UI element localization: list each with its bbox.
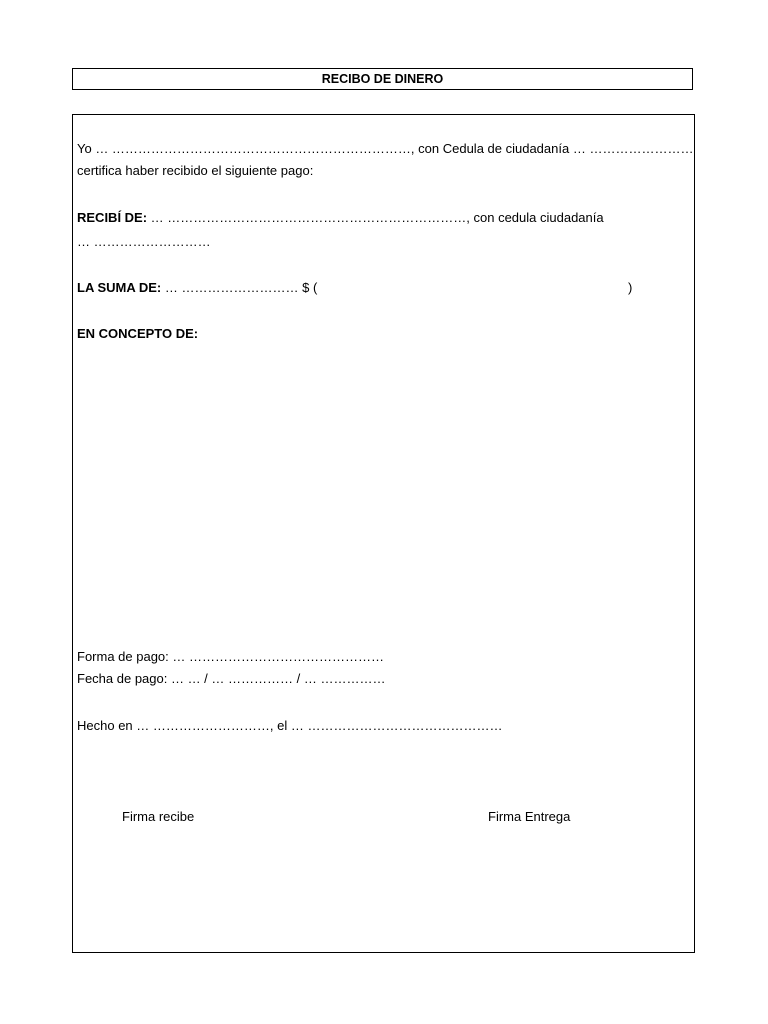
hecho-en-line: Hecho en … ………………………, el … ……………………………………… xyxy=(77,718,503,733)
firma-recibe-label: Firma recibe xyxy=(122,809,195,824)
firma-entrega-label: Firma Entrega xyxy=(488,809,571,824)
la-suma-line xyxy=(77,280,317,296)
recibi-de-value: … ……………………………………………………………, con cedula ciudadanía xyxy=(147,210,604,225)
yo-line: Yo … ……………………………………………………………, con Cedula de ciudadanía … …………………… xyxy=(77,141,694,156)
la-suma-value: … ……………………… $ ( xyxy=(161,280,318,295)
recibi-de-label: RECIBÍ DE: xyxy=(77,210,148,225)
certifica-line: certifica haber recibido el siguiente pago: xyxy=(77,163,314,178)
fecha-de-pago-line: Fecha de pago: … … / … …………… / … …………… xyxy=(77,671,386,686)
la-suma-close-paren: ) xyxy=(628,280,633,295)
forma-de-pago-line: Forma de pago: … ……………………………………… xyxy=(77,649,384,664)
receipt-title: RECIBO DE DINERO xyxy=(72,68,693,90)
recibi-de-line xyxy=(77,210,604,226)
recibi-de-continuation: … ……………………… xyxy=(77,234,211,249)
la-suma-label: LA SUMA DE: xyxy=(77,280,162,295)
en-concepto-label: EN CONCEPTO DE: xyxy=(77,326,199,341)
